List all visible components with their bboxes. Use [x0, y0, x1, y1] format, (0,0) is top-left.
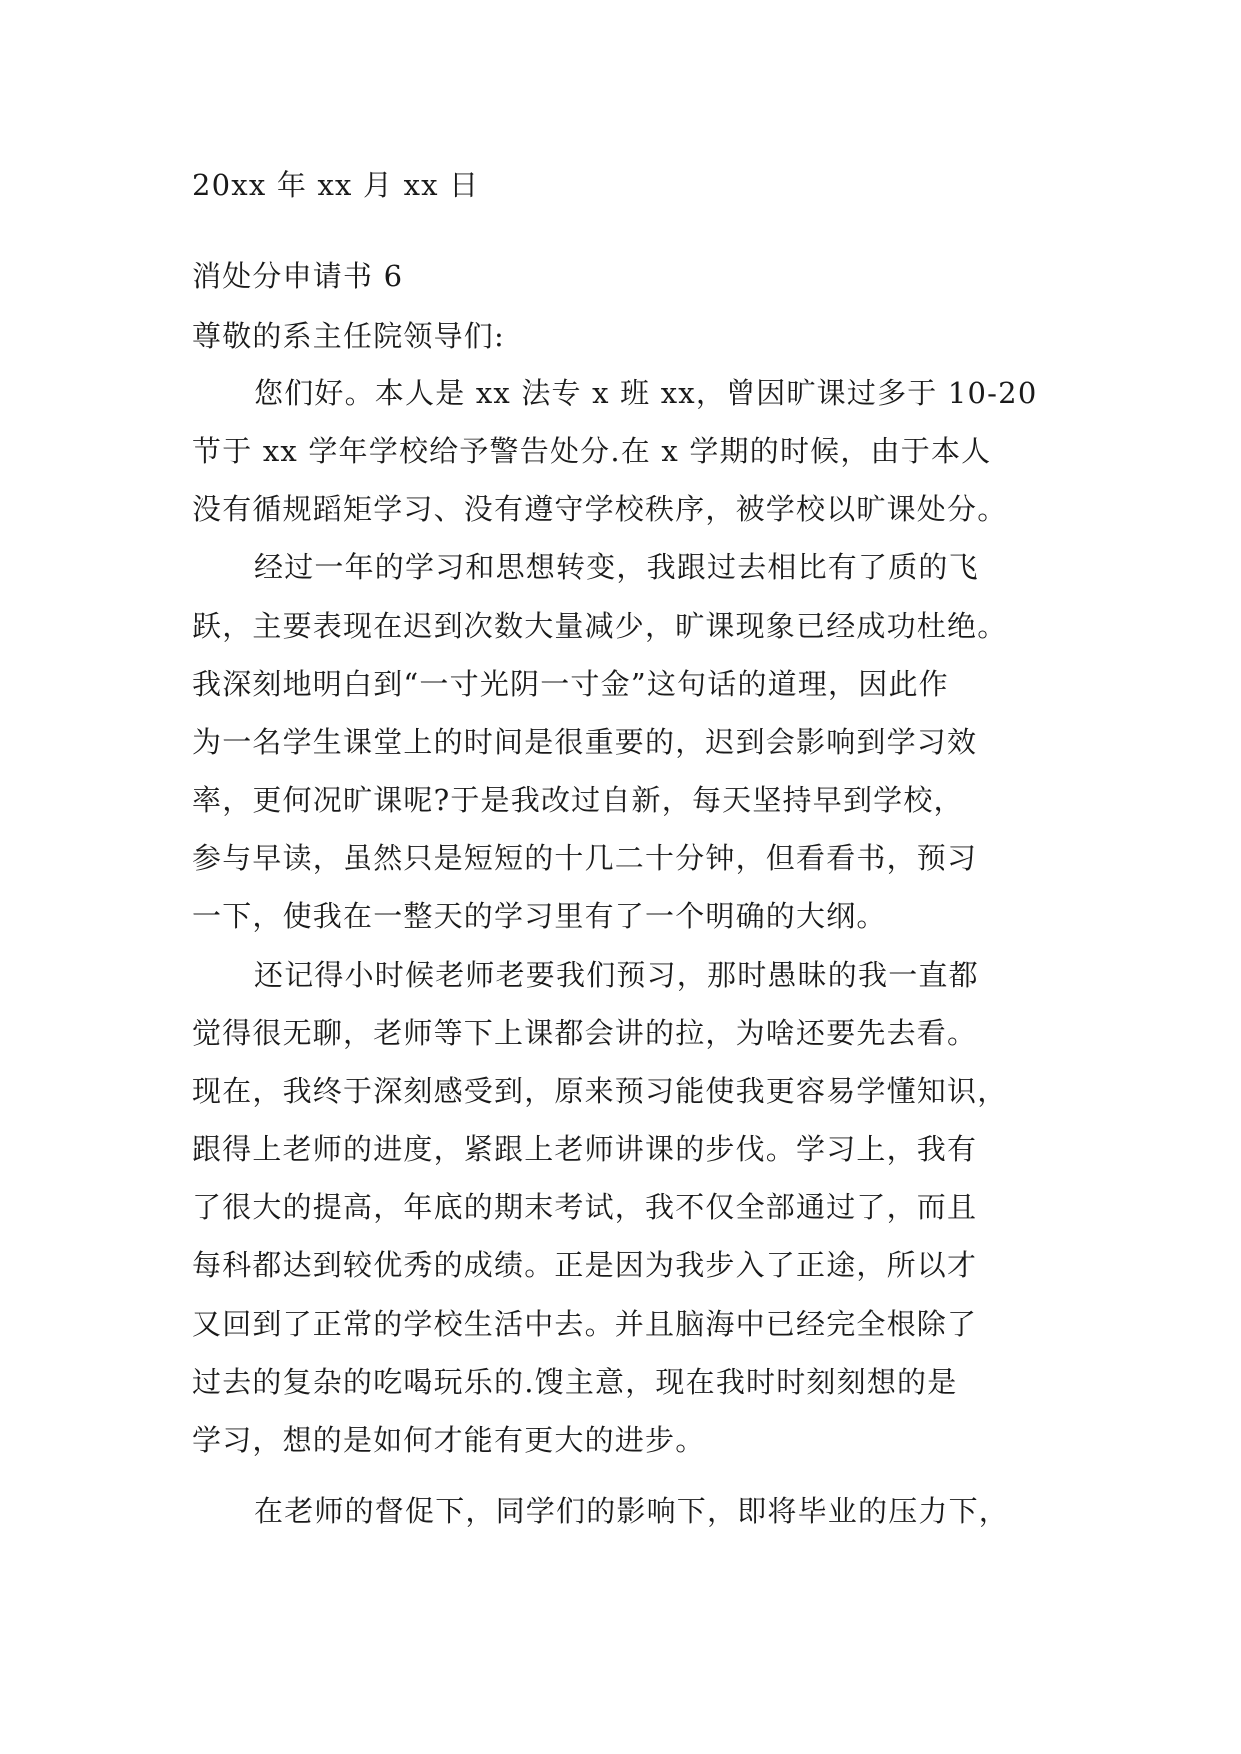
paragraph-line: 没有循规蹈矩学习、没有遵守学校秩序，被学校以旷课处分。 [192, 492, 1008, 526]
paragraph-line: 率，更何况旷课呢?于是我改过自新，每天坚持早到学校， [192, 783, 964, 817]
paragraph-line: 每科都达到较优秀的成绩。正是因为我步入了正途，所以才 [192, 1248, 978, 1282]
paragraph-line: 觉得很无聊，老师等下上课都会讲的拉，为啥还要先去看。 [192, 1016, 978, 1050]
paragraph-line: 一下，使我在一整天的学习里有了一个明确的大纲。 [192, 899, 887, 933]
paragraph-line: 跟得上老师的进度，紧跟上老师讲课的步伐。学习上，我有 [192, 1132, 978, 1166]
date-line: 20xx 年 xx 月 xx 日 [192, 168, 480, 202]
paragraph-line: 节于 xx 学年学校给予警告处分.在 x 学期的时候，由于本人 [192, 434, 992, 468]
paragraph-line: 您们好。本人是 xx 法专 x 班 xx，曾因旷课过多于 10-20 [254, 376, 1038, 410]
paragraph-line: 参与早读，虽然只是短短的十几二十分钟，但看看书，预习 [192, 841, 978, 875]
paragraph-line: 学习，想的是如何才能有更大的进步。 [192, 1423, 706, 1457]
paragraph-line: 了很大的提高，年底的期末考试，我不仅全部通过了，而且 [192, 1190, 978, 1224]
paragraph-line: 我深刻地明白到“一寸光阴一寸金”这句话的道理，因此作 [192, 667, 949, 701]
paragraph-line: 为一名学生课堂上的时间是很重要的，迟到会影响到学习效 [192, 725, 978, 759]
section-title: 消处分申请书 6 [192, 259, 404, 293]
salutation: 尊敬的系主任院领导们: [192, 319, 505, 353]
paragraph-line: 过去的复杂的吃喝玩乐的.馊主意，现在我时时刻刻想的是 [192, 1365, 958, 1399]
paragraph-line: 又回到了正常的学校生活中去。并且脑海中已经完全根除了 [192, 1307, 978, 1341]
paragraph-line: 在老师的督促下，同学们的影响下，即将毕业的压力下， [254, 1494, 1010, 1528]
paragraph-line: 现在，我终于深刻感受到，原来预习能使我更容易学懂知识， [192, 1074, 1008, 1108]
paragraph-line: 跃，主要表现在迟到次数大量减少，旷课现象已经成功杜绝。 [192, 609, 1008, 643]
paragraph-line: 还记得小时候老师老要我们预习，那时愚昧的我一直都 [254, 958, 979, 992]
paragraph-line: 经过一年的学习和思想转变，我跟过去相比有了质的飞 [254, 550, 979, 584]
